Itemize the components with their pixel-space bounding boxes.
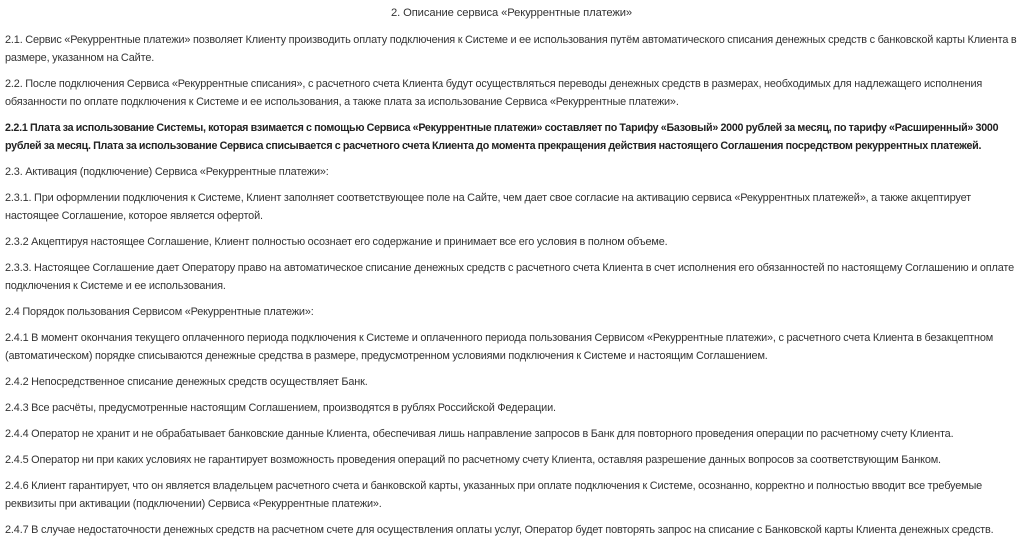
paragraph-2-3-2: 2.3.2 Акцептируя настоящее Соглашение, Клиент полностью осознает его содержание и принимает все его условия в полном объеме. [5, 236, 668, 248]
section-heading: 2. Описание сервиса «Рекуррентные платежи» [390, 7, 632, 19]
paragraph-2-4-5: 2.4.5 Оператор ни при каких условиях не гарантирует возможность проведения операций по расчетному счету Клиента, оставляя разрешение данных вопросов за соответствующим Банком. [5, 454, 941, 466]
paragraph-2-4-3: 2.4.3 Все расчёты, предусмотренные настоящим Соглашением, производятся в рублях Российской Федерации. [5, 402, 556, 414]
paragraph-2-1: 2.1. Сервис «Рекуррентные платежи» позволяет Клиенту производить оплату подключения к Системе и ее использования путём автоматического списания денежных средств с банковской карты Клиента в размере, указанном на Сайте. [5, 34, 1017, 64]
paragraph-2-4-1: 2.4.1 В момент окончания текущего оплаченного периода подключения к Системе и оплаченного периода пользования Сервисом «Рекуррентные платежи», с расчетного счета Клиента в безакцептном (автоматическом) порядке списываются денежные средства в размере, предусмотренном условиями подключения к Системе и настоящим Соглашением. [5, 332, 994, 362]
paragraph-2-4-6: 2.4.6 Клиент гарантирует, что он является владельцем расчетного счета и банковской карты, указанных при оплате подключения к Системе, осознанно, корректно и полностью вводит все требуемые реквизиты при активации (подключении) Сервиса «Рекуррентные платежи». [5, 480, 983, 510]
paragraph-2-2: 2.2. После подключения Сервиса «Рекуррентные списания», с расчетного счета Клиента будут осуществляться переводы денежных средств в размерах, необходимых для надлежащего исполнения обязанности по оплате подключения к Системе и ее использования, а также плата за использование Сервиса «Рекуррентные платежи». [5, 78, 983, 108]
paragraph-2-3-3: 2.3.3. Настоящее Соглашение дает Оператору право на автоматическое списание денежных средств с расчетного счета Клиента в счет исполнения его обязанностей по настоящему Соглашению и оплате подключения к Системе и ее использования. [5, 262, 1015, 292]
paragraph-2-4-4: 2.4.4 Оператор не хранит и не обрабатывает банковские данные Клиента, обеспечивая лишь направление запросов в Банк для повторного проведения операции по расчетному счету Клиента. [5, 428, 954, 440]
paragraph-2-4-7: 2.4.7 В случае недостаточности денежных средств на расчетном счете для осуществления оплаты услуг, Оператор будет повторять запрос на списание с Банковской карты Клиента денежных средств. [5, 524, 994, 536]
paragraph-2-3-1: 2.3.1. При оформлении подключения к Системе, Клиент заполняет соответствующее поле на Сайте, чем дает свое согласие на активацию сервиса «Рекуррентных платежей», а также акцептирует настоящее Соглашение, которое является офертой. [5, 192, 971, 222]
paragraph-2-2-1: 2.2.1 Плата за использование Системы, которая взимается с помощью Сервиса «Рекуррентные платежи» составляет по Тарифу «Базовый» 2000 рублей за месяц, по тарифу «Расширенный» 3000 рублей за месяц. Плата за использование Сервиса списывается с расчетного счета Клиента до момента прекращения действия настоящего Соглашения посредством рекуррентных платежей. [5, 122, 999, 152]
paragraph-2-4-2: 2.4.2 Непосредственное списание денежных средств осуществляет Банк. [5, 376, 368, 388]
paragraph-2-3: 2.3. Активация (подключение) Сервиса «Рекуррентные платежи»: [5, 166, 329, 178]
paragraph-2-4: 2.4 Порядок пользования Сервисом «Рекуррентные платежи»: [5, 306, 314, 318]
